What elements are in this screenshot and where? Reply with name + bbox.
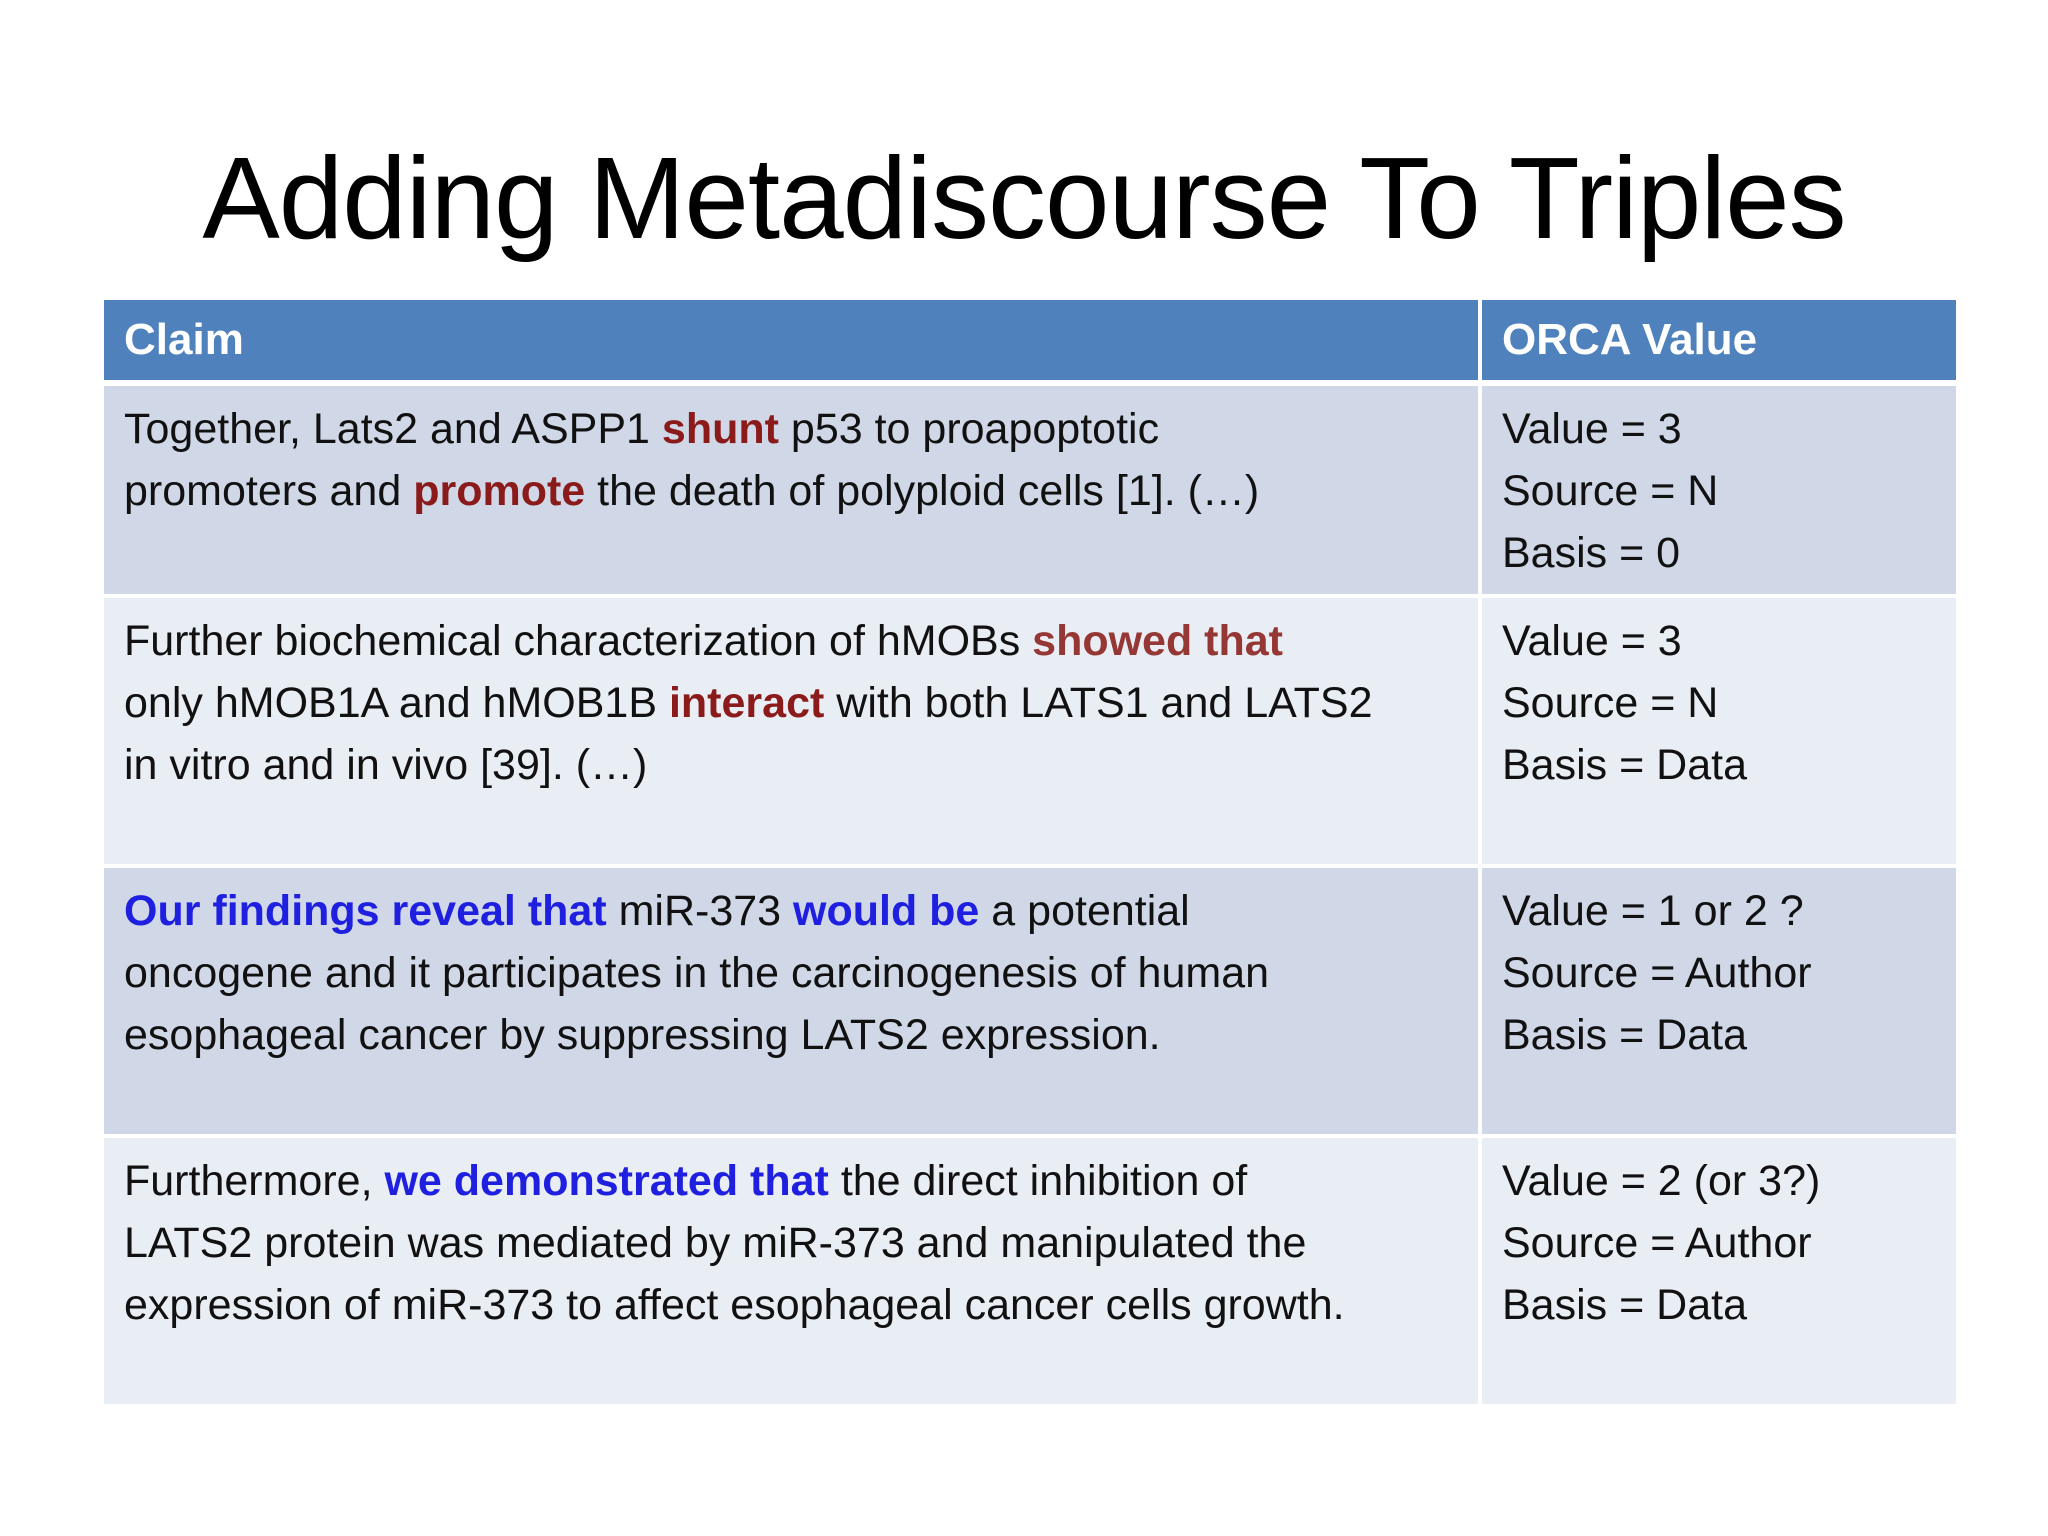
- orca-value: Value = 2 (or 3?): [1502, 1157, 1821, 1205]
- claim-text: promoters and: [124, 467, 414, 515]
- claim-text: only hMOB1A and hMOB1B: [124, 679, 669, 727]
- orca-basis: Basis = Data: [1502, 741, 1747, 789]
- claim-line: [124, 1150, 1458, 1212]
- claim-text: with both LATS1 and LATS2: [824, 679, 1373, 727]
- orca-source: Source = N: [1502, 679, 1719, 727]
- table-row: [104, 596, 1956, 866]
- table-row: [104, 1136, 1956, 1406]
- metadiscourse-highlight: promote: [413, 467, 586, 515]
- table-header-row: [104, 300, 1956, 383]
- orca-value-cell: [1480, 866, 1956, 1136]
- orca-value: Value = 3: [1502, 405, 1682, 453]
- claim-line: [124, 398, 1458, 460]
- claim-line: oncogene and it participates in the carcinogenesis of human: [124, 949, 1270, 997]
- claim-text: the death of polyploid cells [1]. (…): [585, 467, 1260, 515]
- orca-value: Value = 1 or 2 ?: [1502, 887, 1804, 935]
- claim-cell: [104, 596, 1480, 866]
- orca-basis: Basis = Data: [1502, 1011, 1747, 1059]
- claim-cell: [104, 1136, 1480, 1406]
- claim-text: the direct inhibition of: [828, 1157, 1248, 1205]
- metadiscourse-highlight: shunt: [661, 405, 779, 453]
- header-claim: Claim: [104, 300, 1480, 383]
- metadiscourse-highlight: Our findings reveal that: [124, 887, 607, 935]
- claim-cell: [104, 383, 1480, 596]
- claim-text: Together, Lats2 and ASPP1: [124, 405, 662, 453]
- table-row: [104, 866, 1956, 1136]
- orca-value-cell: [1480, 596, 1956, 866]
- header-orca-value: ORCA Value: [1480, 300, 1956, 383]
- claim-text: Furthermore,: [124, 1157, 385, 1205]
- orca-value: Value = 3: [1502, 617, 1682, 665]
- orca-basis: Basis = 0: [1502, 529, 1681, 577]
- claim-cell: [104, 866, 1480, 1136]
- metadiscourse-highlight: we demonstrated that: [384, 1157, 829, 1205]
- orca-basis: Basis = Data: [1502, 1281, 1747, 1329]
- orca-source: Source = N: [1502, 467, 1719, 515]
- claim-line: esophageal cancer by suppressing LATS2 expression.: [124, 1011, 1161, 1059]
- orca-source: Source = Author: [1502, 949, 1812, 997]
- claim-text: miR-373: [606, 887, 794, 935]
- table-row: [104, 383, 1956, 596]
- claims-table: [104, 300, 1956, 1408]
- metadiscourse-highlight: showed that: [1032, 617, 1283, 665]
- claim-line: [124, 610, 1458, 672]
- orca-value-cell: [1480, 383, 1956, 596]
- claim-line: in vitro and in vivo [39]. (…): [124, 741, 648, 789]
- metadiscourse-highlight: interact: [668, 679, 825, 727]
- claim-line: [124, 880, 1458, 942]
- metadiscourse-highlight: would be: [793, 887, 980, 935]
- claim-line: [124, 460, 1458, 522]
- claim-line: expression of miR-373 to affect esophageal cancer cells growth.: [124, 1281, 1345, 1329]
- slide-title: Adding Metadiscourse To Triples: [202, 133, 1846, 263]
- claim-line: [124, 672, 1458, 734]
- claim-text: p53 to proapoptotic: [778, 405, 1160, 453]
- claim-line: LATS2 protein was mediated by miR-373 and manipulated the: [124, 1219, 1307, 1267]
- orca-source: Source = Author: [1502, 1219, 1812, 1267]
- claim-text: Further biochemical characterization of hMOBs: [124, 617, 1033, 665]
- claim-text: a potential: [979, 887, 1190, 935]
- orca-value-cell: [1480, 1136, 1956, 1406]
